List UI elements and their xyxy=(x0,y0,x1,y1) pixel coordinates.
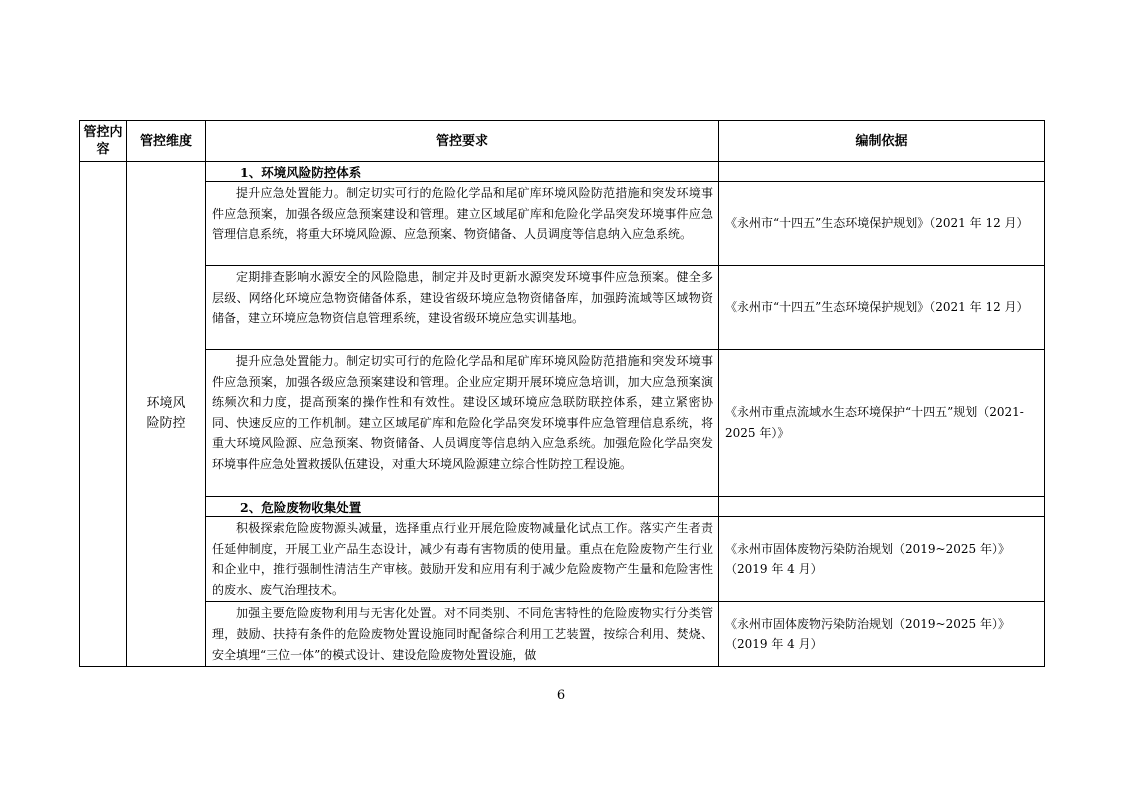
table-row xyxy=(80,517,1045,602)
requirement-cell xyxy=(206,602,719,667)
header-control-content: 管控内容 xyxy=(80,121,127,162)
requirement-text: 定期排查影响水源安全的风险隐患，制定并及时更新水源突发环境事件应急预案。健全多层级、网络化环境应急物资储备体系，建设省级环境应急物资储备库，加强跨流域等区域物资储备，建立环境应急物资信息管理系统，建设省级环境应急实训基地。 xyxy=(212,270,713,326)
table-row xyxy=(80,182,1045,266)
section-basis-empty xyxy=(719,497,1045,517)
header-basis: 编制依据 xyxy=(719,121,1045,162)
requirement-text: 提升应急处置能力。制定切实可行的危险化学品和尾矿库环境风险防范措施和突发环境事件应急预案，加强各级应急预案建设和管理。建立区域尾矿库和危险化学品突发环境事件应急管理信息系统，将重大环境风险源、应急预案、物资储备、人员调度等信息纳入应急系统。 xyxy=(212,186,713,242)
table-header-row xyxy=(80,121,1045,162)
basis-cell: 《永州市“十四五”生态环境保护规划》（2021 年 12 月） xyxy=(719,266,1045,350)
requirement-text: 提升应急处置能力。制定切实可行的危险化学品和尾矿库环境风险防范措施和突发环境事件应急预案，加强各级应急预案建设和管理。企业应定期开展环境应急培训，加大应急预案演练频次和力度，提高预案的操作性和有效性。建设区域环境应急联防联控体系，建立紧密协同、快速反应的工作机制。建立区域尾矿库和危险化学品突发环境事件应急管理信息系统，将重大环境风险源、应急预案、物资储备、人员调度等信息纳入应急系统。加强危险化学品突发环境事件应急处置救援队伍建设，对重大环境风险源建立综合性防控工程设施。 xyxy=(212,354,713,471)
requirement-text: 加强主要危险废物利用与无害化处置。对不同类别、不同危害特性的危险废物实行分类管理，鼓励、扶持有条件的危险废物处置设施同时配备综合利用工艺装置，按综合利用、焚烧、安全填埋“三位一体”的模式设计、建设危险废物处置设施，做 xyxy=(212,606,713,662)
table-row xyxy=(80,350,1045,497)
basis-cell: 《永州市重点流域水生态环境保护“十四五”规划（2021-2025 年）》 xyxy=(719,350,1045,497)
control-content-cell xyxy=(80,162,127,667)
section-title: 1、环境风险防控体系 xyxy=(206,162,719,182)
control-dimension-cell xyxy=(127,162,206,667)
requirement-text: 积极探索危险废物源头减量，选择重点行业开展危险废物减量化试点工作。落实产生者责任延伸制度，开展工业产品生态设计，减少有毒有害物质的使用量。重点在危险废物产生行业和企业中，推行强制性清洁生产审核。鼓励开发和应用有利于减少危险废物产生量和危险害性的废水、废气治理技术。 xyxy=(212,521,713,597)
section-row xyxy=(80,162,1045,182)
section-row xyxy=(80,497,1045,517)
planning-table xyxy=(79,120,1045,667)
table-row xyxy=(80,266,1045,350)
basis-cell: 《永州市固体废物污染防治规划（2019~2025 年）》（2019 年 4 月） xyxy=(719,602,1045,667)
page-number: 6 xyxy=(556,688,566,703)
table-row xyxy=(80,602,1045,667)
requirement-cell xyxy=(206,350,719,497)
section-title: 2、危险废物收集处置 xyxy=(206,497,719,517)
header-control-requirement: 管控要求 xyxy=(206,121,719,162)
section-basis-empty xyxy=(719,162,1045,182)
basis-cell: 《永州市固体废物污染防治规划（2019~2025 年）》（2019 年 4 月） xyxy=(719,517,1045,602)
basis-cell: 《永州市“十四五”生态环境保护规划》（2021 年 12 月） xyxy=(719,182,1045,266)
control-dimension-label: 环境风险防控 xyxy=(146,396,186,432)
requirement-cell xyxy=(206,517,719,602)
requirement-cell xyxy=(206,182,719,266)
requirement-cell xyxy=(206,266,719,350)
header-control-dimension: 管控维度 xyxy=(127,121,206,162)
